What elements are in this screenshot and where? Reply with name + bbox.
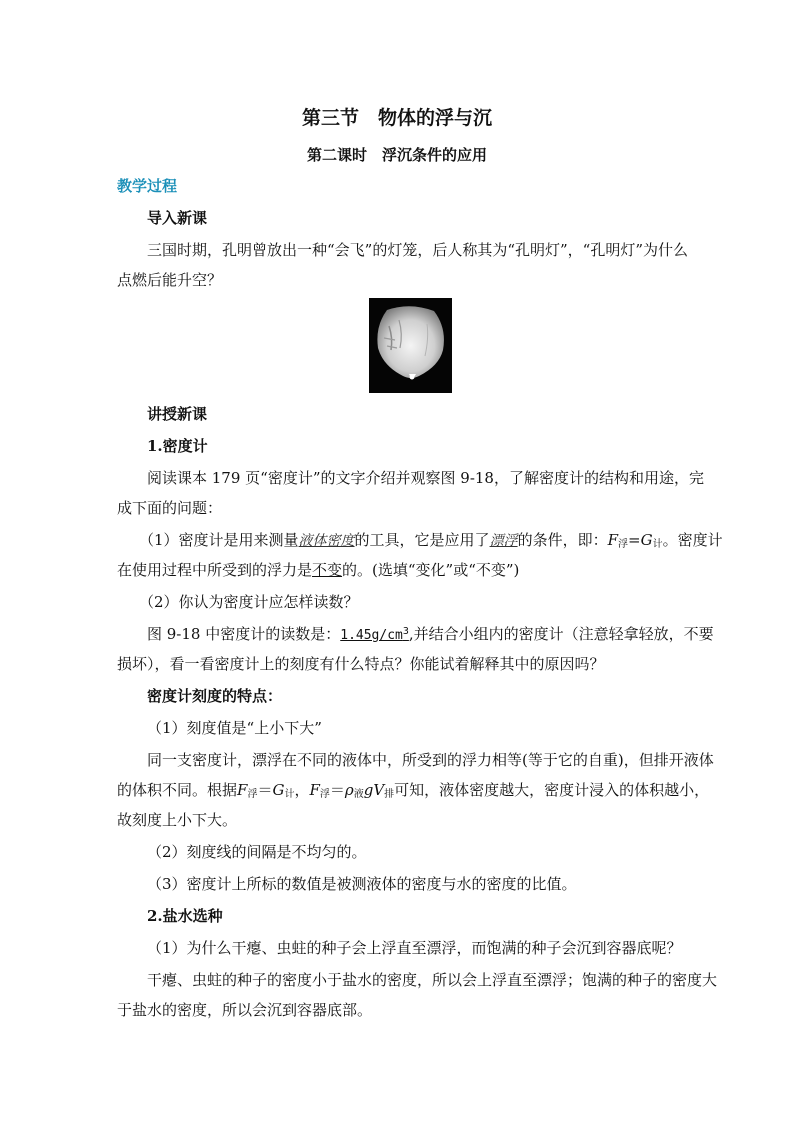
feature-item-3: （3）密度计上所标的数值是被测液体的密度与水的密度的比值。 [147, 875, 577, 893]
paragraph-line: 损坏），看一看密度计上的刻度有什么特点？你能试着解释其中的原因吗？ [117, 655, 605, 673]
formula-subscript: 浮 [319, 789, 330, 800]
question-text: 在使用过程中所受到的浮力是 [117, 561, 313, 579]
formula-symbol: G [272, 781, 285, 799]
formula-symbol: g [363, 781, 374, 799]
question-text: 。密度计 [662, 531, 723, 549]
features-heading: 密度计刻度的特点： [147, 687, 283, 705]
formula-symbol: ＝ [257, 781, 273, 799]
reading-answer [340, 628, 409, 643]
formula-symbol: G [640, 531, 653, 549]
question-text: 的工具，它是应用了 [354, 531, 490, 549]
formula-subscript: 浮 [618, 539, 628, 550]
paragraph-text: 图 9-18 中密度计的读数是： [147, 625, 341, 643]
paragraph-line: 于盐水的密度，所以会沉到容器底部。 [117, 1001, 373, 1019]
formula-symbol: = [628, 531, 641, 549]
formula-symbol: F [309, 781, 320, 799]
underlined-answer: 不变 [312, 561, 343, 579]
subsection-heading-salt-water: 2.盐水选种 [147, 907, 223, 925]
handwritten-answer: 漂浮 [489, 533, 518, 549]
paragraph-line: 阅读课本 179 页“密度计”的文字介绍并观察图 9-18，了解密度计的结构和用途，完 [147, 469, 704, 487]
formula-symbol: ρ [344, 781, 354, 799]
question-2: （2）你认为密度计应怎样读数？ [139, 593, 359, 611]
formula-subscript: 液 [353, 789, 364, 800]
handwritten-answer: 液体密度 [298, 533, 355, 549]
page-title: 第三节 物体的浮与沉 [301, 107, 492, 129]
subsection-heading-density-meter: 1.密度计 [147, 437, 208, 455]
reading-value: 1.45g/cm [340, 628, 403, 643]
formula-subscript: 浮 [247, 789, 258, 800]
formula-subscript: 计 [652, 539, 663, 550]
paragraph-line-with-formula [117, 780, 710, 800]
paragraph-text: ,并结合小组内的密度计（注意轻拿轻放，不要 [408, 625, 714, 643]
paragraph-text: 可知，液体密度越大，密度计浸入的体积越小， [394, 781, 710, 799]
question-1-line [117, 560, 677, 580]
feature-item-2: （2）刻度线的间隔是不均匀的。 [147, 843, 367, 861]
formula-symbol: V [373, 781, 385, 799]
paragraph-line: 干瘪、虫蛀的种子的密度小于盐水的密度，所以会上浮直至漂浮；饱满的种子的密度大 [147, 971, 718, 989]
formula-subscript: 排 [384, 789, 395, 800]
formula-symbol: F [237, 781, 248, 799]
page-subtitle: 第二课时 浮沉条件的应用 [306, 146, 487, 164]
question-text: （1）为什么干瘪、虫蛀的种子会上浮直至漂浮，而饱满的种子会沉到容器底呢？ [147, 939, 682, 957]
formula-subscript: 计 [284, 789, 295, 800]
question-text: 的。(选填“变化”或“不变”) [342, 561, 520, 579]
formula-separator: ， [294, 781, 310, 799]
formula-symbol: F [607, 531, 618, 549]
paragraph-line: 成下面的问题： [117, 499, 223, 517]
feature-item-1: （1）刻度值是“上小下大” [147, 719, 322, 737]
question-text: 的条件，即： [517, 531, 608, 549]
lecture-heading: 讲授新课 [147, 405, 208, 423]
intro-paragraph-line: 点燃后能升空？ [117, 271, 223, 289]
question-1-line [139, 530, 723, 551]
intro-paragraph-line: 三国时期，孔明曾放出一种“会飞”的灯笼，后人称其为“孔明灯”，“孔明灯”为什么 [147, 241, 689, 259]
paragraph-line [147, 624, 714, 646]
section-heading: 教学过程 [117, 177, 178, 195]
formula-symbol: ＝ [329, 781, 345, 799]
paragraph-text: 的体积不同。根据 [117, 781, 238, 799]
paragraph-line: 故刻度上小下大。 [117, 811, 238, 829]
paragraph-line: 同一支密度计，漂浮在不同的液体中，所受到的浮力相等(等于它的自重)，但排开液体 [147, 751, 714, 769]
unit-superscript: 3 [402, 626, 409, 637]
sky-lantern-photo [369, 298, 452, 393]
intro-heading: 导入新课 [147, 209, 208, 227]
question-text: （1）密度计是用来测量 [139, 531, 299, 549]
lantern-image [369, 298, 452, 393]
